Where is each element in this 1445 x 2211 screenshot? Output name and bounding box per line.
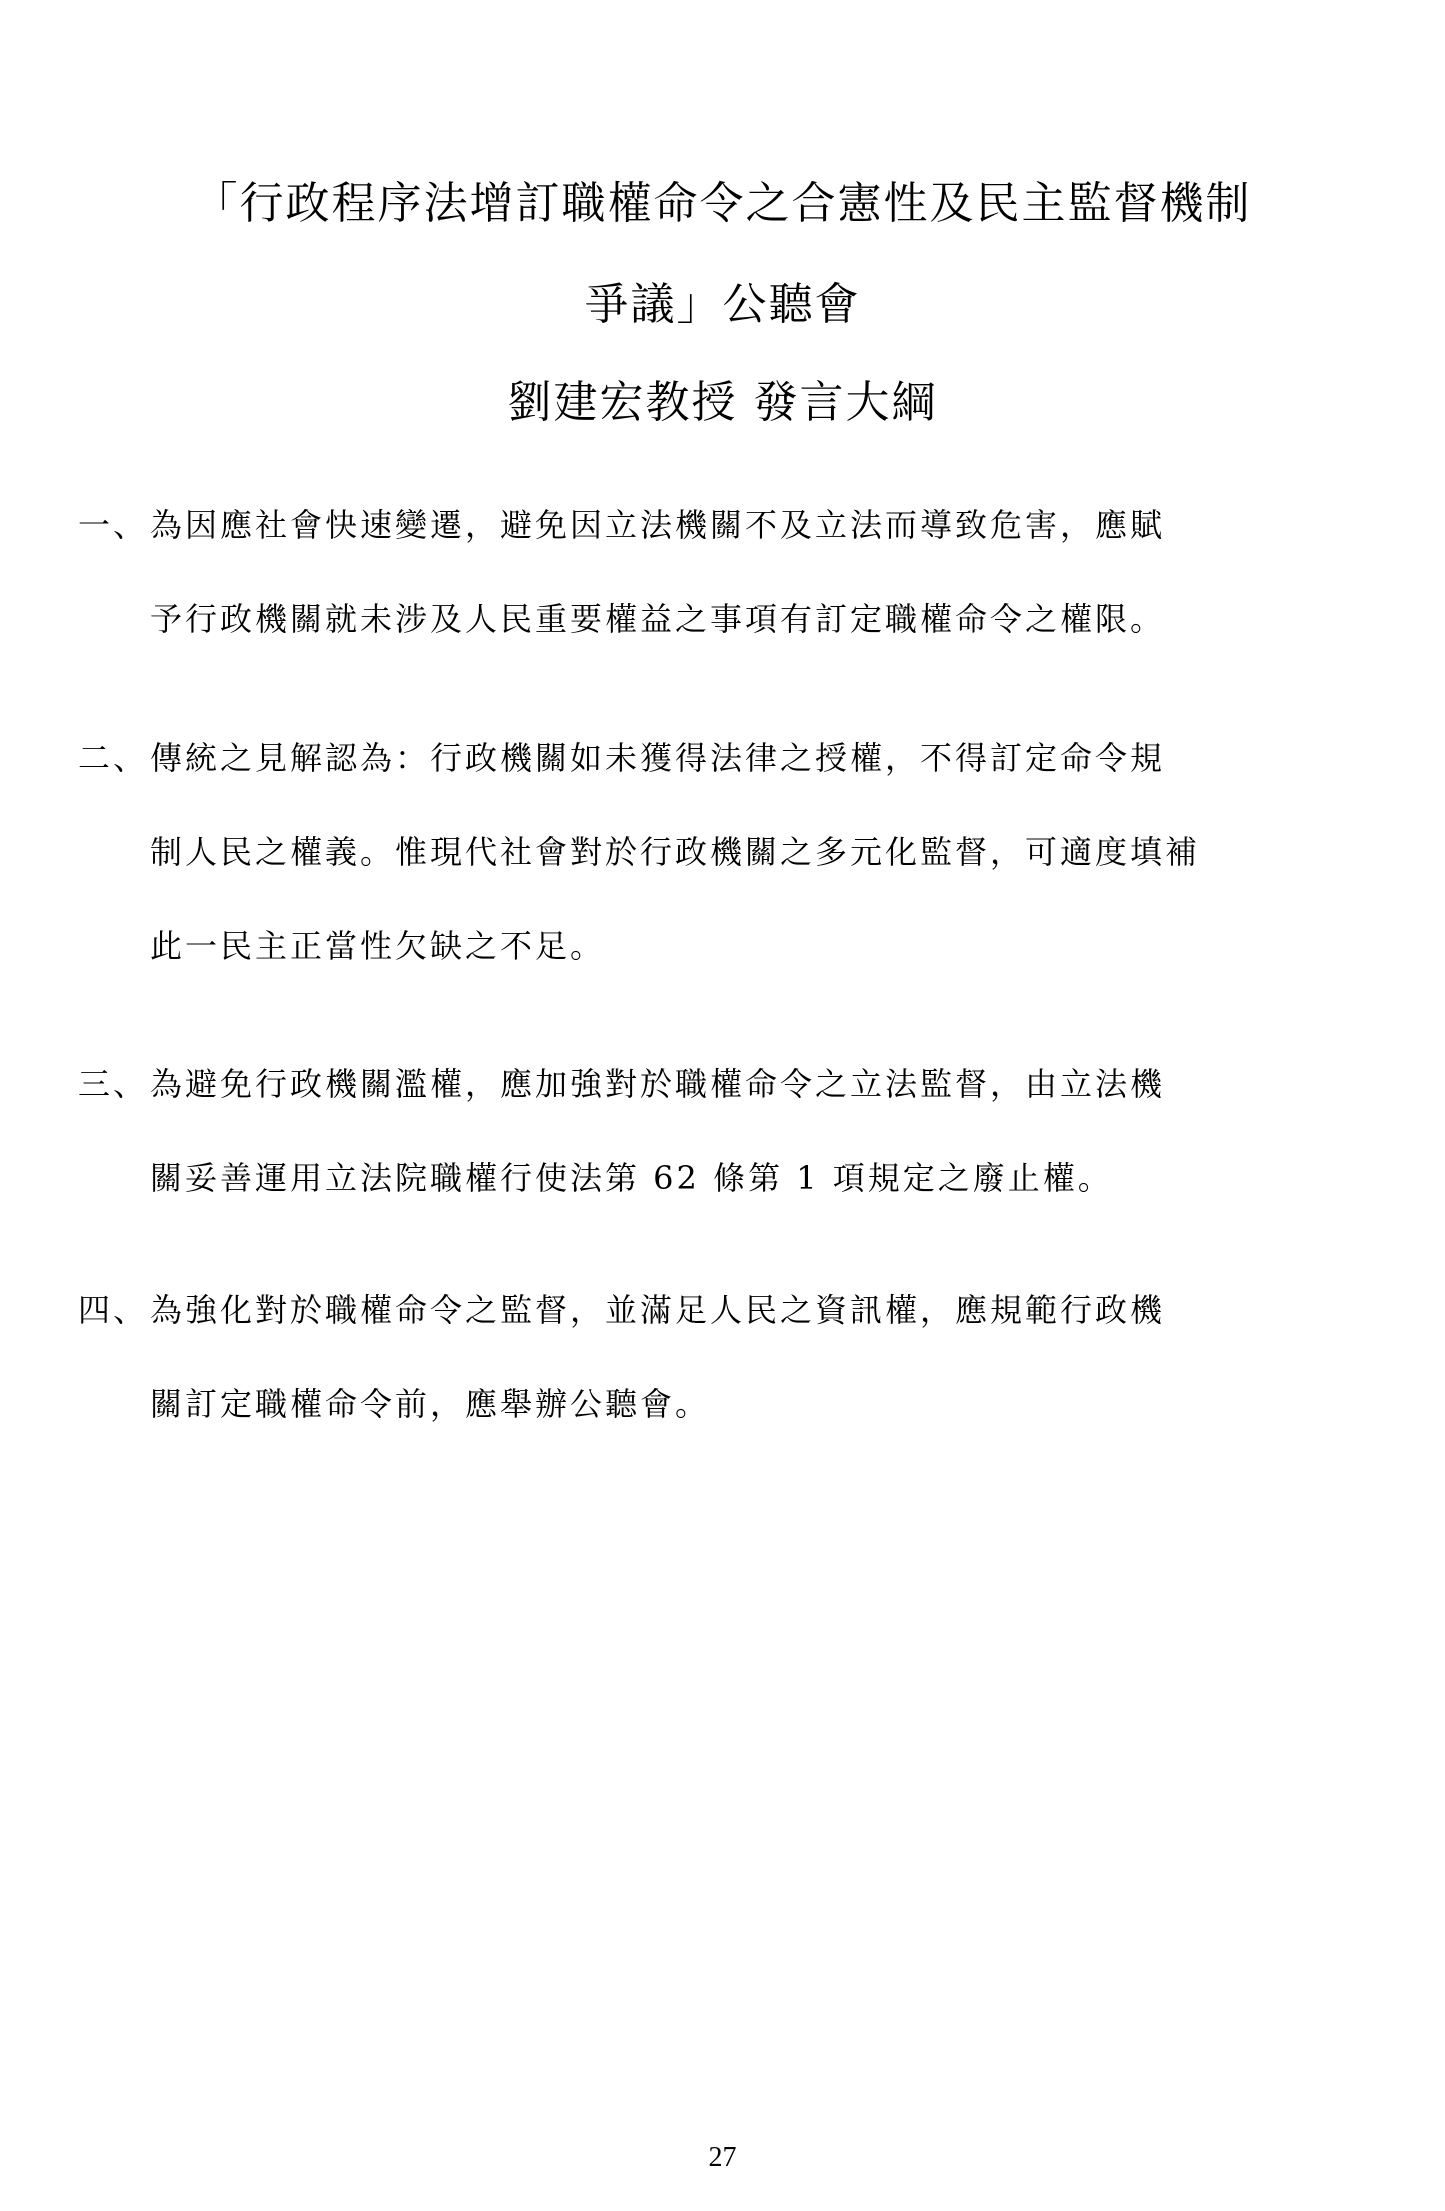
item-4-line-1: 為強化對於職權命令之監督，並滿足人民之資訊權，應規範行政機	[150, 1291, 1166, 1329]
item-2-line-1: 傳統之見解認為：行政機關如未獲得法律之授權，不得訂定命令規	[150, 739, 1166, 777]
title-line-1: 「行政程序法增訂職權命令之合憲性及民主監督機制	[193, 178, 1252, 229]
item-4-row-2	[78, 1384, 1298, 1478]
speaker-heading: 劉建宏教授 發言大綱	[507, 377, 938, 428]
item-3-line-2: 關妥善運用立法院職權行使法第 62 條第 1 項規定之廢止權。	[150, 1159, 1113, 1197]
item-2-row-2	[78, 832, 1298, 926]
title-line-2: 爭議」公聽會	[584, 279, 861, 330]
outline-item-4	[78, 1290, 1298, 1478]
item-2-marker: 二、	[78, 739, 149, 777]
item-1-line-2: 予行政機關就未涉及人民重要權益之事項有訂定職權命令之權限。	[150, 600, 1166, 638]
item-3-line-1: 為避免行政機關濫權，應加強對於職權命令之立法監督，由立法機	[150, 1065, 1166, 1103]
item-1-row-1	[78, 505, 1298, 599]
item-2-row-3	[78, 926, 1298, 1020]
item-3-marker: 三、	[78, 1065, 149, 1103]
item-4-row-1	[78, 1290, 1298, 1384]
item-2-line-2: 制人民之權義。惟現代社會對於行政機關之多元化監督，可適度填補	[150, 833, 1201, 871]
item-3-row-1	[78, 1064, 1298, 1158]
outline-item-3	[78, 1064, 1298, 1252]
page-number: 27	[708, 2142, 737, 2173]
item-3-row-2	[78, 1158, 1298, 1252]
item-1-row-2	[78, 599, 1298, 693]
outline-item-2	[78, 738, 1298, 1020]
item-4-marker: 四、	[78, 1291, 149, 1329]
item-1-line-1: 為因應社會快速變遷，避免因立法機關不及立法而導致危害，應賦	[150, 506, 1166, 544]
item-2-row-1	[78, 738, 1298, 832]
outline-item-1	[78, 505, 1298, 693]
item-4-line-2: 關訂定職權命令前，應舉辦公聽會。	[150, 1385, 711, 1423]
item-2-line-3: 此一民主正當性欠缺之不足。	[150, 927, 606, 965]
item-1-marker: 一、	[78, 506, 149, 544]
